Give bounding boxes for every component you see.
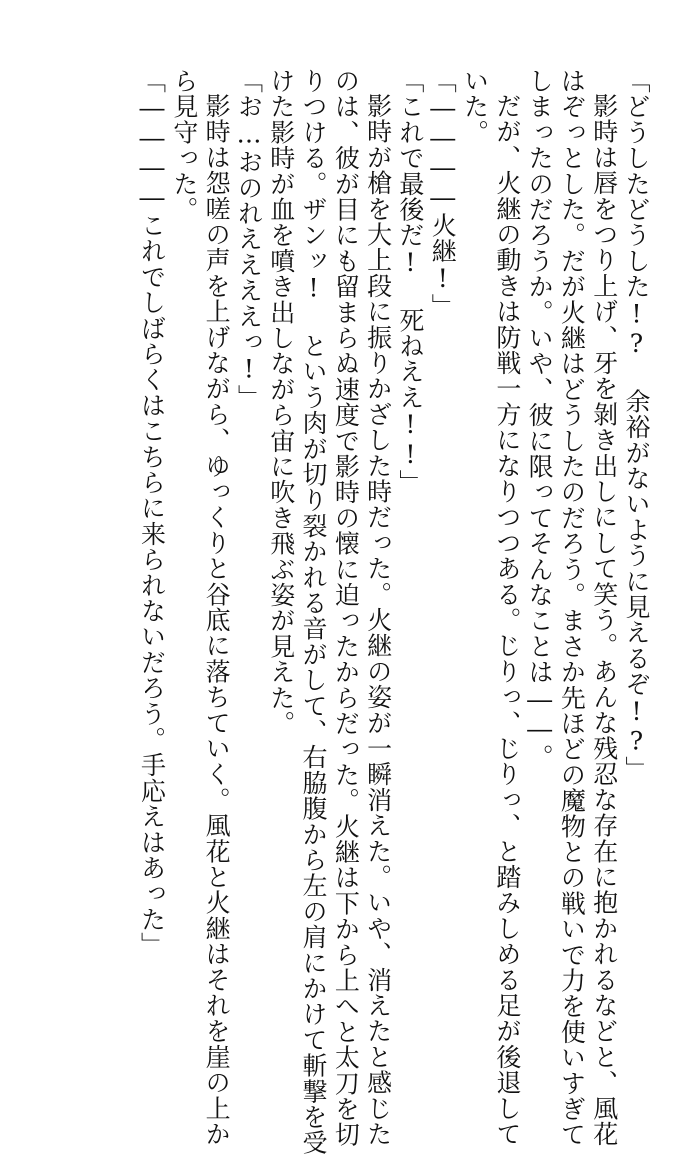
vertical-text-body <box>135 68 652 1155</box>
text-line: 「これで最後だ! 死ねええ!!」 <box>395 68 425 496</box>
text-line: はぞっとした。だが火継はどうしたのだろう。まさか先ほどの魔物との戦いで力を使いすぎて <box>557 68 587 1148</box>
text-line: ら見守った。 <box>169 68 199 223</box>
text-line: 影時は怨嗟の声を上げながら、ゆっくりと谷底に落ちていく。風花と火継はそれを崖の上か <box>202 93 232 1147</box>
text-line: だが、火継の動きは防戦一方になりつつある。じりっ、じりっ、と踏みしめる足が後退して <box>492 93 522 1147</box>
text-line: 影時が槍を大上段に振りかざした時だった。火継の姿が一瞬消えた。いや、消えたと感じた <box>363 93 393 1147</box>
text-line: 「どうしたどうした!? 余裕がないように見えるぞ!?」 <box>622 68 651 782</box>
text-line: のは、彼が目にも留まらぬ速度で影時の懐に迫ったからだった。火継は下から上へと太刀を切 <box>331 68 361 1148</box>
text-line: 影時は唇をつり上げ、牙を剝き出しにして笑う。あんな残忍な存在に抱かれるなどと、風花 <box>589 93 619 1147</box>
text-line: りつける。ザンッ! という肉が切り裂かれる音がして、右脇腹から左の肩にかけて斬撃を受 <box>299 68 329 1155</box>
text-line: 「――――火継!」 <box>428 68 458 320</box>
text-line: しまったのだろうか。いや、彼に限ってそんなことは――。 <box>525 68 555 770</box>
text-line: けた影時が血を噴き出しながら宙に吹き飛ぶ姿が見えた。 <box>266 68 296 737</box>
text-line: いた。 <box>460 68 490 146</box>
text-line: 「お…おのれええええっ!」 <box>234 68 264 411</box>
text-line: 「――――これでしばらくはこちらに来られないだろう。手応えはあった」 <box>137 68 167 958</box>
